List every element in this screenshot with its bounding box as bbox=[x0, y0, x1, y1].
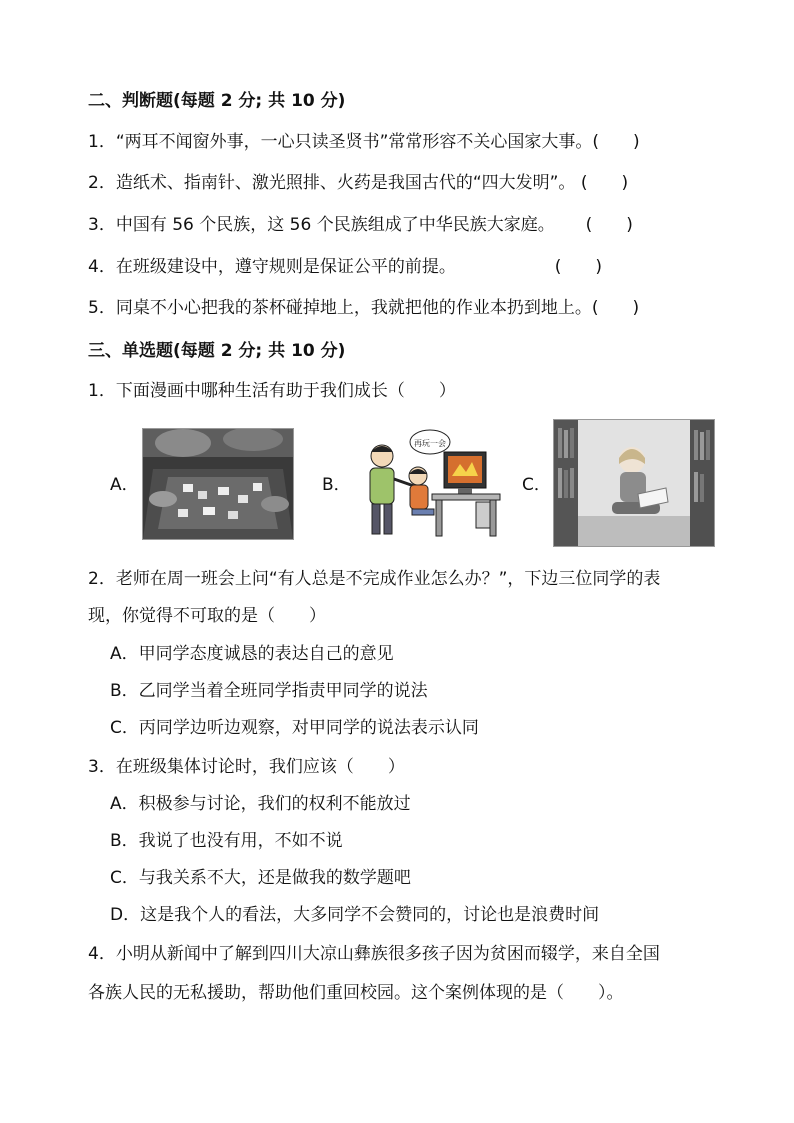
question-3-option-a: A．积极参与讨论，我们的权利不能放过 bbox=[110, 794, 411, 814]
judgement-item-1: 1．“两耳不闻窗外事，一心只读圣贤书”常常形容不关心国家大事。( ) bbox=[88, 132, 640, 152]
photo-playing-mahjong bbox=[142, 428, 294, 540]
question-3-option-d: D．这是我个人的看法，大多同学不会赞同的，讨论也是浪费时间 bbox=[110, 905, 600, 925]
question-3-option-c: C．与我关系不大，还是做我的数学题吧 bbox=[110, 868, 411, 888]
cartoon-image bbox=[352, 424, 506, 542]
judgement-item-4: 4．在班级建设中，遵守规则是保证公平的前提。 ( ) bbox=[88, 257, 602, 277]
question-3-stem: 3．在班级集体讨论时，我们应该（ ） bbox=[88, 757, 405, 777]
question-2-stem-line-1: 2．老师在周一班会上问“有人总是不完成作业怎么办？”，下边三位同学的表 bbox=[88, 569, 661, 589]
judgement-item-2: 2．造纸术、指南针、激光照排、火药是我国古代的“四大发明”。 ( ) bbox=[88, 173, 629, 193]
photo-child-reading bbox=[553, 419, 715, 547]
question-3-option-b: B．我说了也没有用，不如不说 bbox=[110, 831, 343, 851]
question-2-option-c: C．丙同学边听边观察，对甲同学的说法表示认同 bbox=[110, 718, 479, 738]
reading-photo-image bbox=[554, 420, 714, 546]
section-heading-judgement: 二、判断题(每题 2 分; 共 10 分) bbox=[88, 91, 346, 111]
choice-label-c: C． bbox=[522, 475, 551, 495]
question-2-option-a: A．甲同学态度诚恳的表达自己的意见 bbox=[110, 644, 394, 664]
question-2-stem-line-2: 现，你觉得不可取的是（ ） bbox=[88, 606, 326, 626]
question-2-option-b: B．乙同学当着全班同学指责甲同学的说法 bbox=[110, 681, 428, 701]
question-4-stem-line-2: 各族人民的无私援助，帮助他们重回校园。这个案例体现的是（ ）。 bbox=[88, 983, 624, 1003]
judgement-item-5: 5．同桌不小心把我的茶杯碰掉地上，我就把他的作业本扔到地上。( ) bbox=[88, 298, 640, 318]
mahjong-photo-image bbox=[143, 429, 293, 539]
choice-label-a: A． bbox=[110, 475, 139, 495]
section-heading-single-choice: 三、单选题(每题 2 分; 共 10 分) bbox=[88, 341, 346, 361]
choice-label-b: B． bbox=[322, 475, 351, 495]
speech-bubble-text: 再玩一会 bbox=[414, 439, 446, 448]
question-1-stem: 1．下面漫画中哪种生活有助于我们成长（ ） bbox=[88, 381, 456, 401]
question-4-stem-line-1: 4．小明从新闻中了解到四川大凉山彝族很多孩子因为贫困而辍学，来自全国 bbox=[88, 944, 660, 964]
judgement-item-3: 3．中国有 56 个民族，这 56 个民族组成了中华民族大家庭。 ( ) bbox=[88, 215, 633, 235]
cartoon-computer-games bbox=[352, 424, 506, 542]
